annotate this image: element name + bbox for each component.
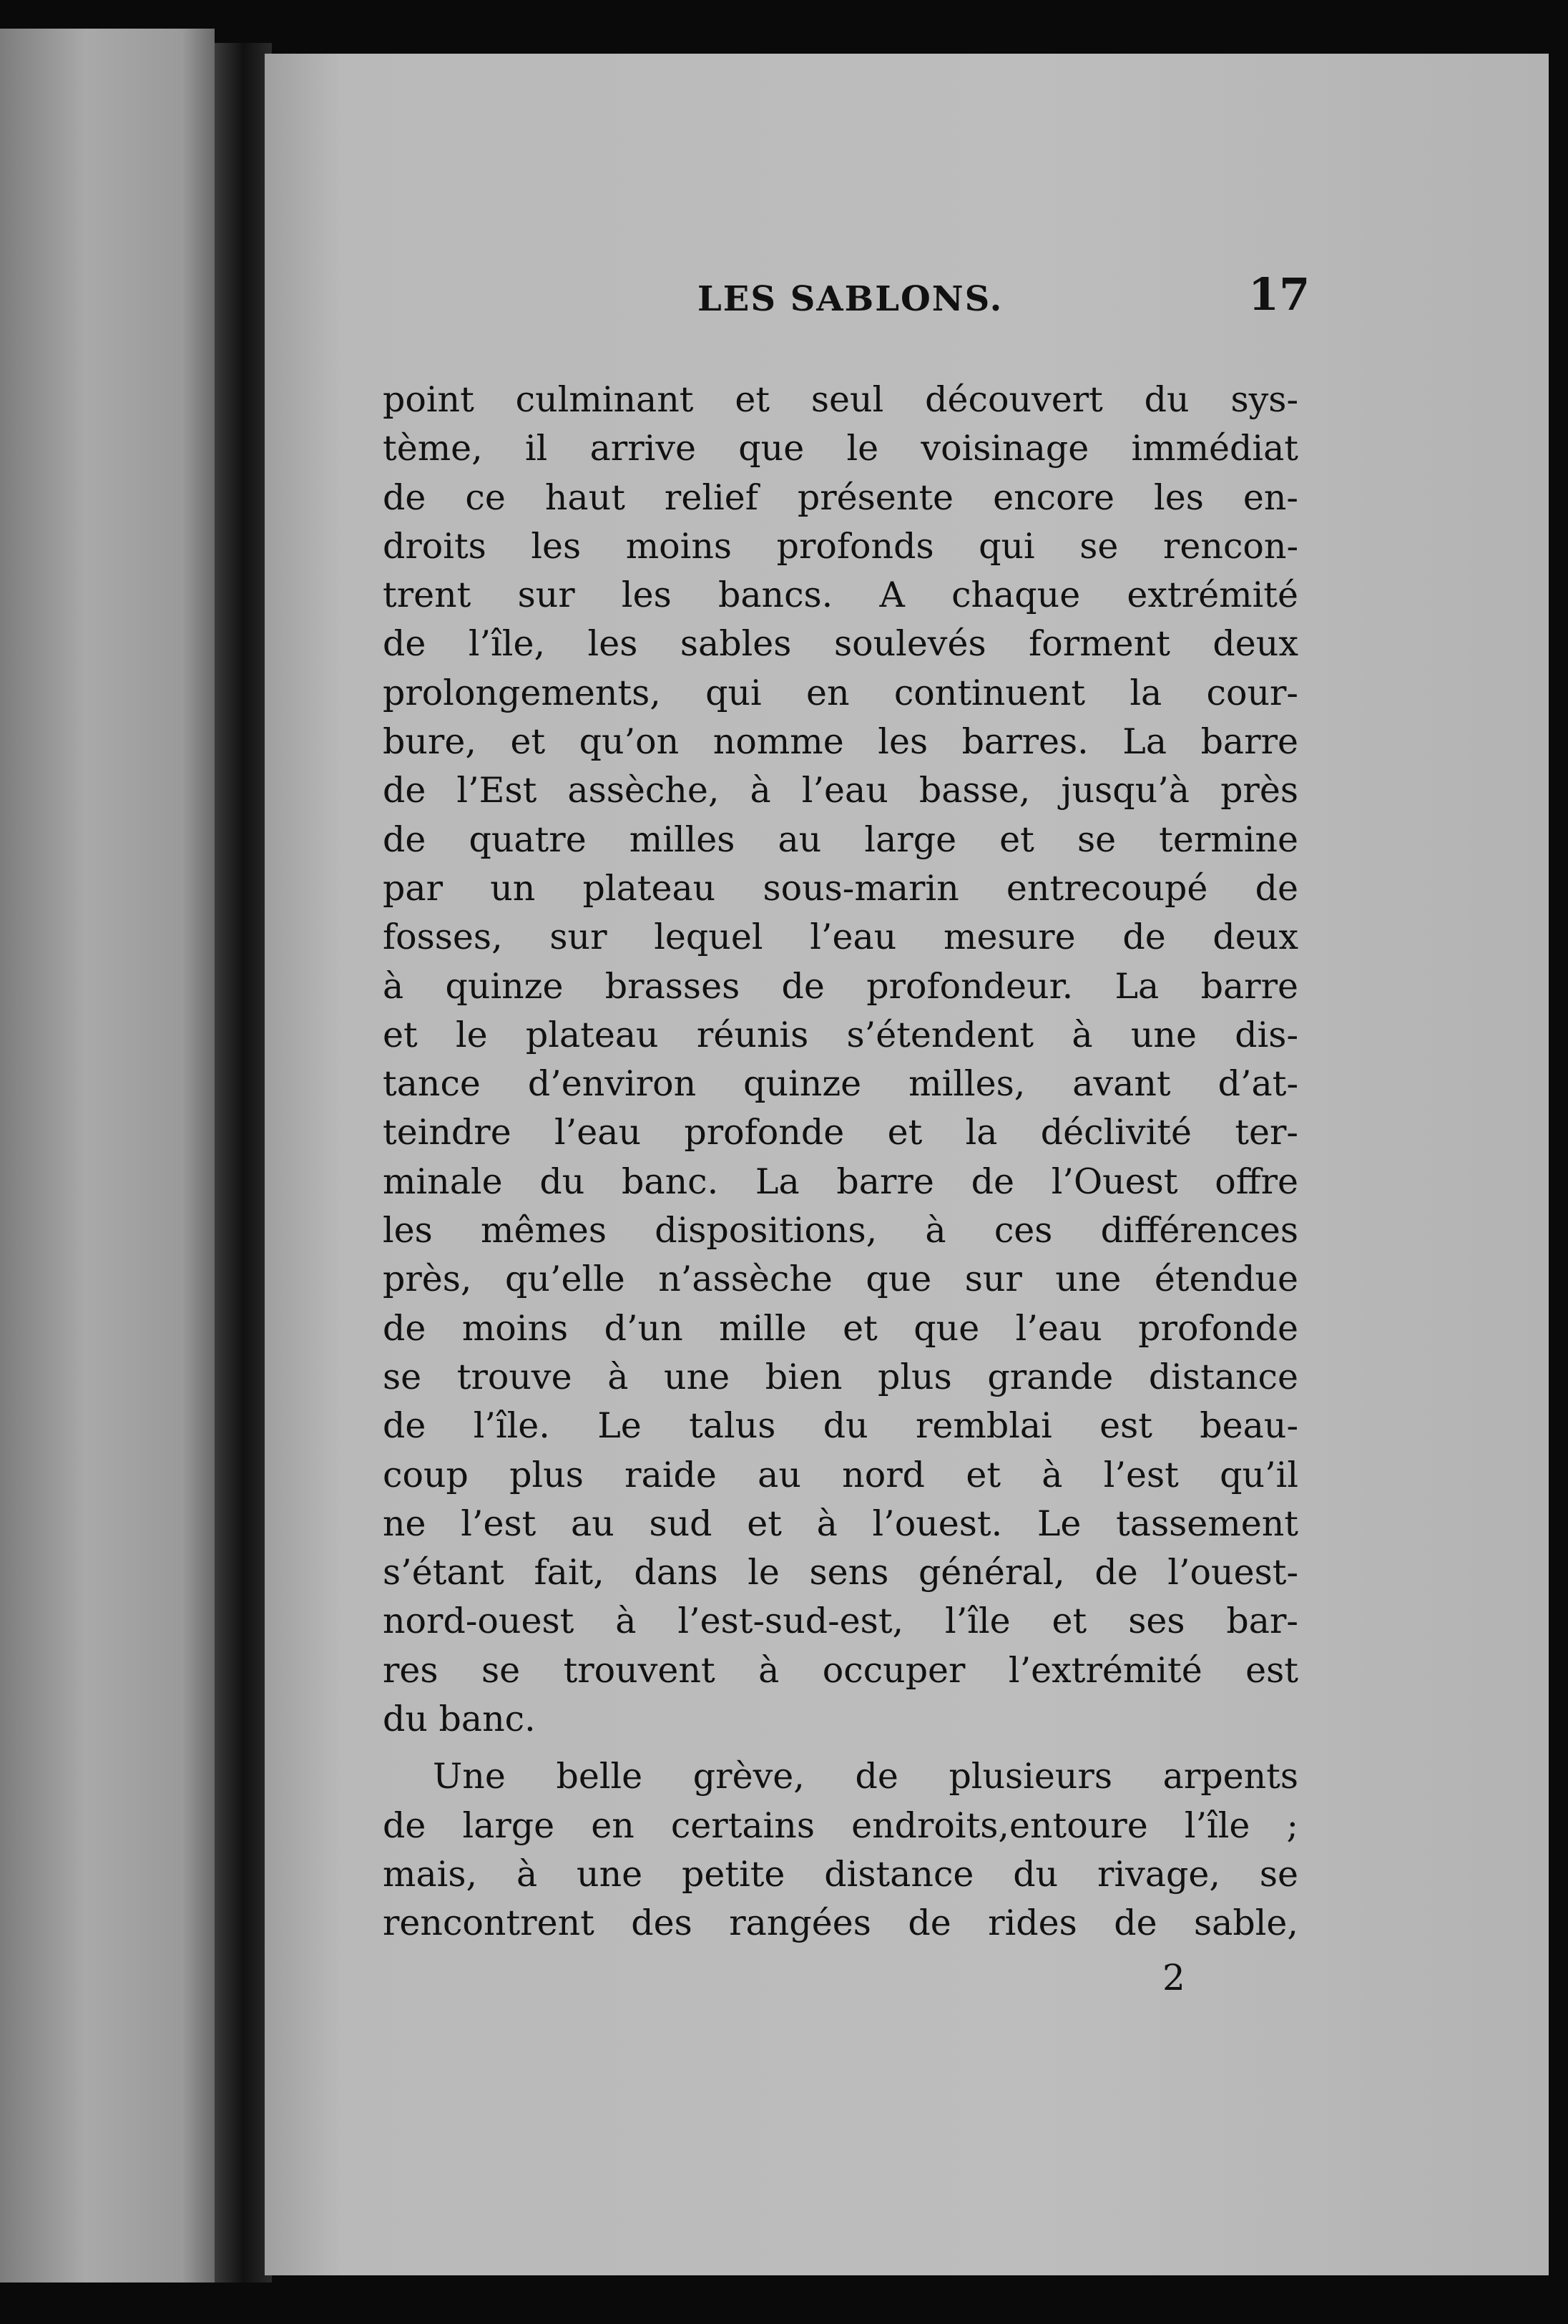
text-line: par un plateau sous-marin entrecoupé de xyxy=(383,867,1298,909)
text-line: de quatre milles au large et se termine xyxy=(383,819,1298,860)
text-line: de l’île. Le talus du remblai est beau- xyxy=(383,1405,1298,1447)
text-line: teindre l’eau profonde et la déclivité ter- xyxy=(383,1112,1298,1153)
text-line: fosses, sur lequel l’eau mesure de deux xyxy=(383,917,1298,958)
text-line: coup plus raide au nord et à l’est qu’il xyxy=(383,1454,1298,1495)
text-line: mais, à une petite distance du rivage, se xyxy=(383,1853,1298,1895)
facing-page-edge xyxy=(0,29,215,2282)
body-text xyxy=(383,376,1298,1948)
book-gutter xyxy=(215,43,272,2282)
text-line: s’étant fait, dans le sens général, de l’ouest- xyxy=(383,1552,1298,1593)
text-line: trent sur les bancs. A chaque extrémité xyxy=(383,575,1298,616)
text-line: de moins d’un mille et que l’eau profonde xyxy=(383,1307,1298,1349)
text-line: minale du banc. La barre de l’Ouest offre xyxy=(383,1161,1298,1202)
text-line: de l’île, les sables soulevés forment deux xyxy=(383,623,1298,665)
text-line: nord-ouest à l’est-sud-est, l’île et ses bar- xyxy=(383,1601,1298,1642)
text-line: rencontrent des rangées de rides de sable, xyxy=(383,1903,1298,1944)
text-line: bure, et qu’on nomme les barres. La barre xyxy=(383,721,1298,763)
running-title: LES SABLONS. xyxy=(697,279,1004,319)
text-line: droits les moins profonds qui se rencon- xyxy=(383,525,1298,567)
text-line: se trouve à une bien plus grande distance xyxy=(383,1356,1298,1397)
text-line: près, qu’elle n’assèche que sur une étendue xyxy=(383,1259,1298,1300)
text-line: tance d’environ quinze milles, avant d’at- xyxy=(383,1063,1298,1105)
text-line: prolongements, qui en continuent la cour- xyxy=(383,672,1298,713)
paragraph-2 xyxy=(383,1752,1298,1948)
signature-mark: 2 xyxy=(1162,1957,1185,1998)
text-line: les mêmes dispositions, à ces différences xyxy=(383,1210,1298,1251)
text-line: et le plateau réunis s’étendent à une dis- xyxy=(383,1014,1298,1055)
page-number: 17 xyxy=(1248,268,1310,321)
text-line: de l’Est assèche, à l’eau basse, jusqu’à près xyxy=(383,770,1298,811)
text-line: tème, il arrive que le voisinage immédiat xyxy=(383,428,1298,469)
text-line: ne l’est au sud et à l’ouest. Le tassement xyxy=(383,1503,1298,1544)
text-line: res se trouvent à occuper l’extrémité est xyxy=(383,1649,1298,1691)
text-line: Une belle grève, de plusieurs arpents xyxy=(433,1756,1298,1797)
text-line: point culminant et seul découvert du sys- xyxy=(383,379,1298,420)
text-line: du banc. xyxy=(383,1699,536,1740)
text-line: à quinze brasses de profondeur. La barre xyxy=(383,965,1298,1007)
paragraph-1 xyxy=(383,376,1298,1744)
text-line: de ce haut relief présente encore les en- xyxy=(383,477,1298,518)
text-line: de large en certains endroits,entoure l’île ; xyxy=(383,1805,1298,1846)
